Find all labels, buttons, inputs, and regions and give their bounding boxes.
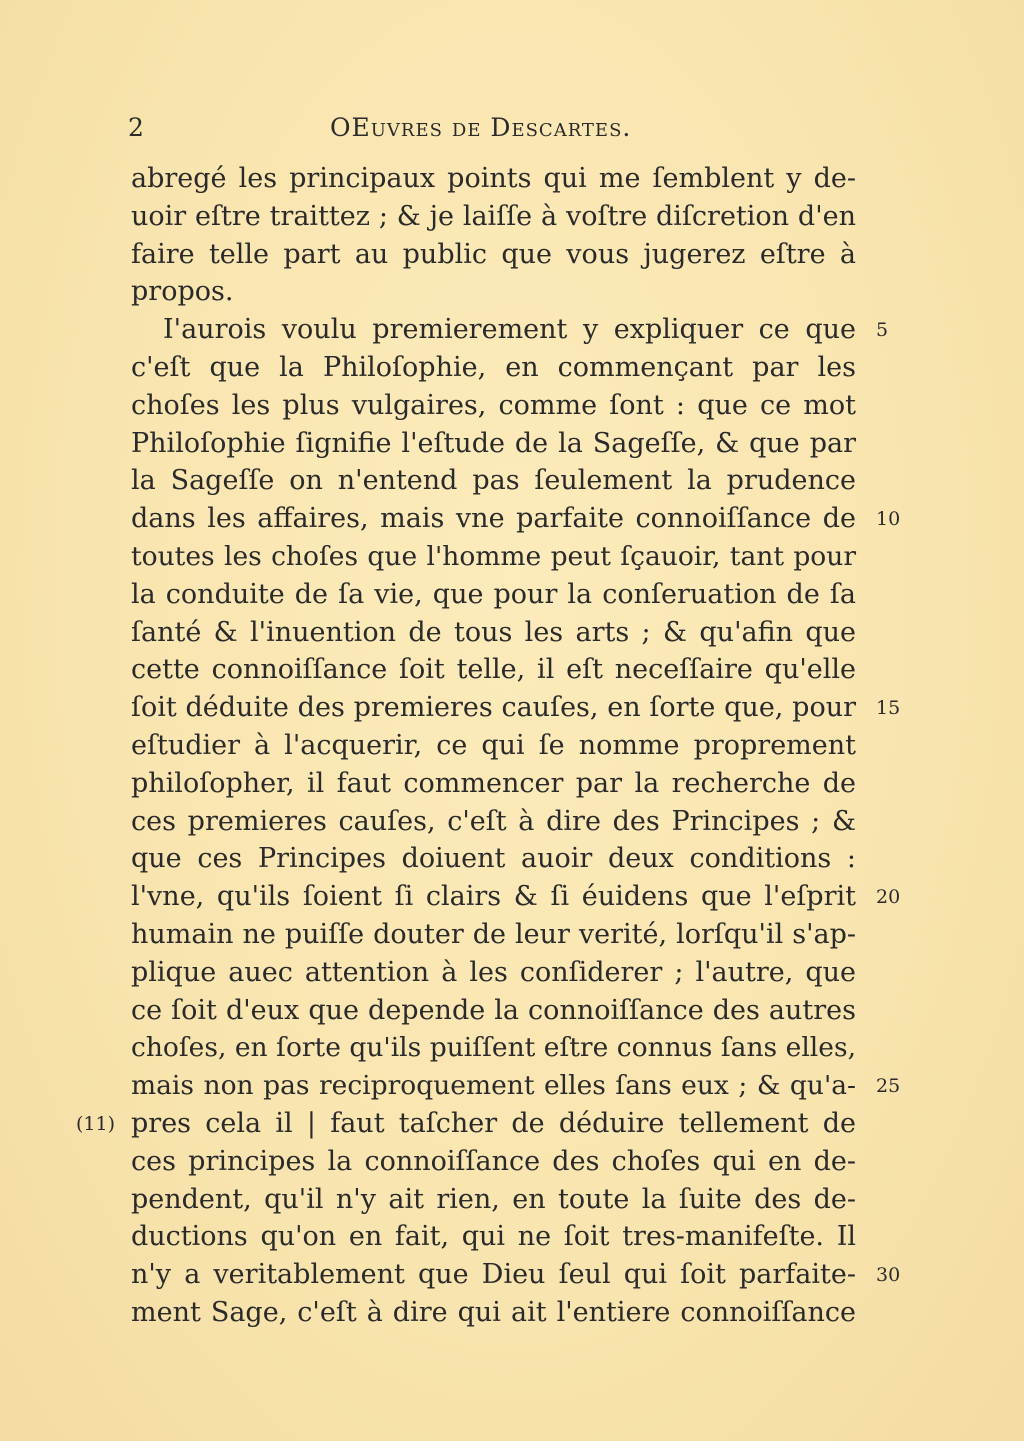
line-text: ces principes la connoiſſance des choſes qui en de- <box>131 1145 856 1177</box>
text-line <box>0 160 1024 198</box>
line-text: que ces Principes doiuent auoir deux conditions : <box>131 843 856 875</box>
line-text: ce ſoit d'eux que depende la connoiſſance des autres <box>131 994 856 1026</box>
text-line <box>0 1029 1024 1067</box>
text-line <box>0 878 1024 916</box>
line-text: propos. <box>131 276 234 308</box>
text-line <box>0 614 1024 652</box>
line-text: l'vne, qu'ils ſoient ſi clairs & ſi éuidens que l'eſprit <box>131 881 856 913</box>
text-line <box>0 1294 1024 1332</box>
text-line <box>0 1256 1024 1294</box>
text-line <box>0 273 1024 311</box>
line-text: toutes les choſes que l'homme peut ſçauoir, tant pour <box>131 541 856 572</box>
line-text: la conduite de ſa vie, que pour la conſeruation de ſa <box>131 578 856 610</box>
line-number: 20 <box>876 886 901 909</box>
line-text: mais non pas reciproquement elles ſans eux ; & qu'a- <box>131 1070 856 1102</box>
line-text: pres cela il | faut taſcher de déduire tellement de <box>131 1108 856 1139</box>
line-number: 15 <box>876 697 901 720</box>
text-line <box>0 538 1024 576</box>
text-line <box>0 840 1024 878</box>
text-line <box>0 1143 1024 1181</box>
text-line <box>0 198 1024 236</box>
page-header <box>0 108 1024 148</box>
page-number: 2 <box>128 113 144 142</box>
line-number: 25 <box>876 1075 901 1098</box>
text-line <box>0 576 1024 614</box>
text-line <box>0 992 1024 1030</box>
text-line <box>0 651 1024 689</box>
line-text: ment Sage, c'eſt à dire qui ait l'entiere connoiſſance <box>131 1297 856 1328</box>
text-line <box>0 689 1024 727</box>
line-number: 30 <box>876 1264 901 1287</box>
text-line <box>0 311 1024 349</box>
line-text: choſes les plus vulgaires, comme ſont : que ce mot <box>131 389 856 421</box>
text-line <box>0 727 1024 765</box>
text-line <box>0 916 1024 954</box>
line-text: choſes, en ſorte qu'ils puiſſent eſtre connus ſans elles, <box>131 1032 856 1064</box>
line-text: humain ne puiſſe douter de leur verité, lorſqu'il s'ap- <box>131 919 856 950</box>
line-text: Philoſophie ſignifie l'eſtude de la Sageſſe, & que par <box>131 427 856 459</box>
line-text: eſtudier à l'acquerir, ce qui ſe nomme proprement <box>131 730 856 761</box>
text-line <box>0 1181 1024 1219</box>
text-line <box>0 236 1024 274</box>
text-line <box>0 803 1024 841</box>
text-line <box>0 462 1024 500</box>
text-line <box>0 425 1024 463</box>
line-text: c'eſt que la Philoſophie, en commençant par les <box>131 352 856 383</box>
text-line <box>0 765 1024 803</box>
line-text: I'aurois voulu premierement y expliquer ce que <box>163 314 856 346</box>
line-text: plique auec attention à les conſiderer ; l'autre, que <box>131 956 856 988</box>
line-text: ſanté & l'inuention de tous les arts ; & qu'afin que <box>131 616 856 648</box>
line-text: faire telle part au public que vous jugerez eſtre à <box>131 238 856 270</box>
line-text: ſoit déduite des premieres cauſes, en ſorte que, pour <box>131 692 856 724</box>
line-number: 10 <box>876 508 901 531</box>
line-text: philoſopher, il faut commencer par la recherche de <box>131 767 856 799</box>
running-title: OEuvres de Descartes. <box>330 113 632 142</box>
line-text: ductions qu'on en fait, qui ne ſoit tres-manifeſte. Il <box>131 1221 856 1253</box>
line-number: 5 <box>876 319 889 342</box>
text-line <box>0 349 1024 387</box>
text-line <box>0 1067 1024 1105</box>
line-text: uoir eſtre traittez ; & je laiſſe à voſtre diſcretion d'en <box>131 200 856 232</box>
line-text: n'y a veritablement que Dieu ſeul qui ſoit parfaite- <box>131 1259 856 1291</box>
line-text: ces premieres cauſes, c'eſt à dire des Principes ; & <box>131 805 856 837</box>
text-line <box>0 954 1024 992</box>
line-text: pendent, qu'il n'y ait rien, en toute la ſuite des de- <box>131 1183 856 1215</box>
text-line <box>0 1105 1024 1143</box>
line-text: abregé les principaux points qui me ſemblent y de- <box>131 163 856 194</box>
text-line <box>0 500 1024 538</box>
text-line <box>0 387 1024 425</box>
line-text: la Sageſſe on n'entend pas ſeulement la prudence <box>131 465 856 497</box>
line-text: dans les affaires, mais vne parfaite connoiſſance de <box>131 503 856 535</box>
original-page-marker: (11) <box>76 1113 116 1135</box>
line-text: cette connoiſſance ſoit telle, il eſt neceſſaire qu'elle <box>131 654 856 686</box>
text-line <box>0 1218 1024 1256</box>
